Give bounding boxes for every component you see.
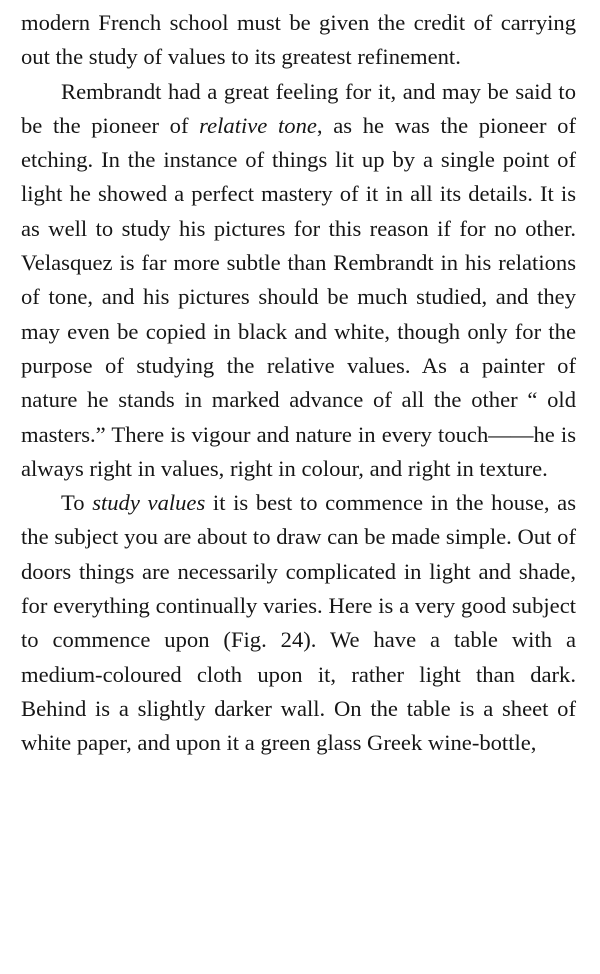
italic-term-relative-tone: relative tone bbox=[199, 112, 317, 138]
italic-term-study-values: study values bbox=[92, 490, 206, 516]
text-segment: , as he was the pioneer of etching. In the instance of things lit up by a single point of light he showed a perfect mastery of it in all its details. It is as well to study his pictures for this reason if for no other. Velasquez is far more subtle than Rembrandt in his relations of tone, and his pictures should be much studied, and they may even be copied in black and white, though only for the purpose of studying the relative values. As a painter of nature he stands in marked advance of all the other “ old masters.” There is vigour and nature in every touch——he is always right in values, right in colour, and right in texture. bbox=[21, 112, 577, 481]
paragraph-values-refinement bbox=[21, 6, 576, 75]
text-segment: To bbox=[61, 490, 93, 516]
text-segment: Rembrandt had a great feeling for it, and may be said to be the pioneer of bbox=[21, 78, 576, 138]
paragraph-rembrandt bbox=[21, 75, 576, 487]
text-segment: modern French school must be given the credit of carrying out the study of values to its greatest refinement. bbox=[21, 10, 576, 70]
text-segment: it is best to commence in the house, as the subject you are about to draw can be made simple. Out of doors things are necessarily complicated in light and shade, for everything continually varies. Here is a very good subject to commence upon (Fig. 24). We have a table with a medium-coloured cloth upon it, rather light than dark. Behind is a slightly darker wall. On the table is a sheet of white paper, and upon it a green glass Greek wine-bottle, bbox=[21, 490, 576, 756]
paragraph-study-values bbox=[21, 486, 576, 760]
